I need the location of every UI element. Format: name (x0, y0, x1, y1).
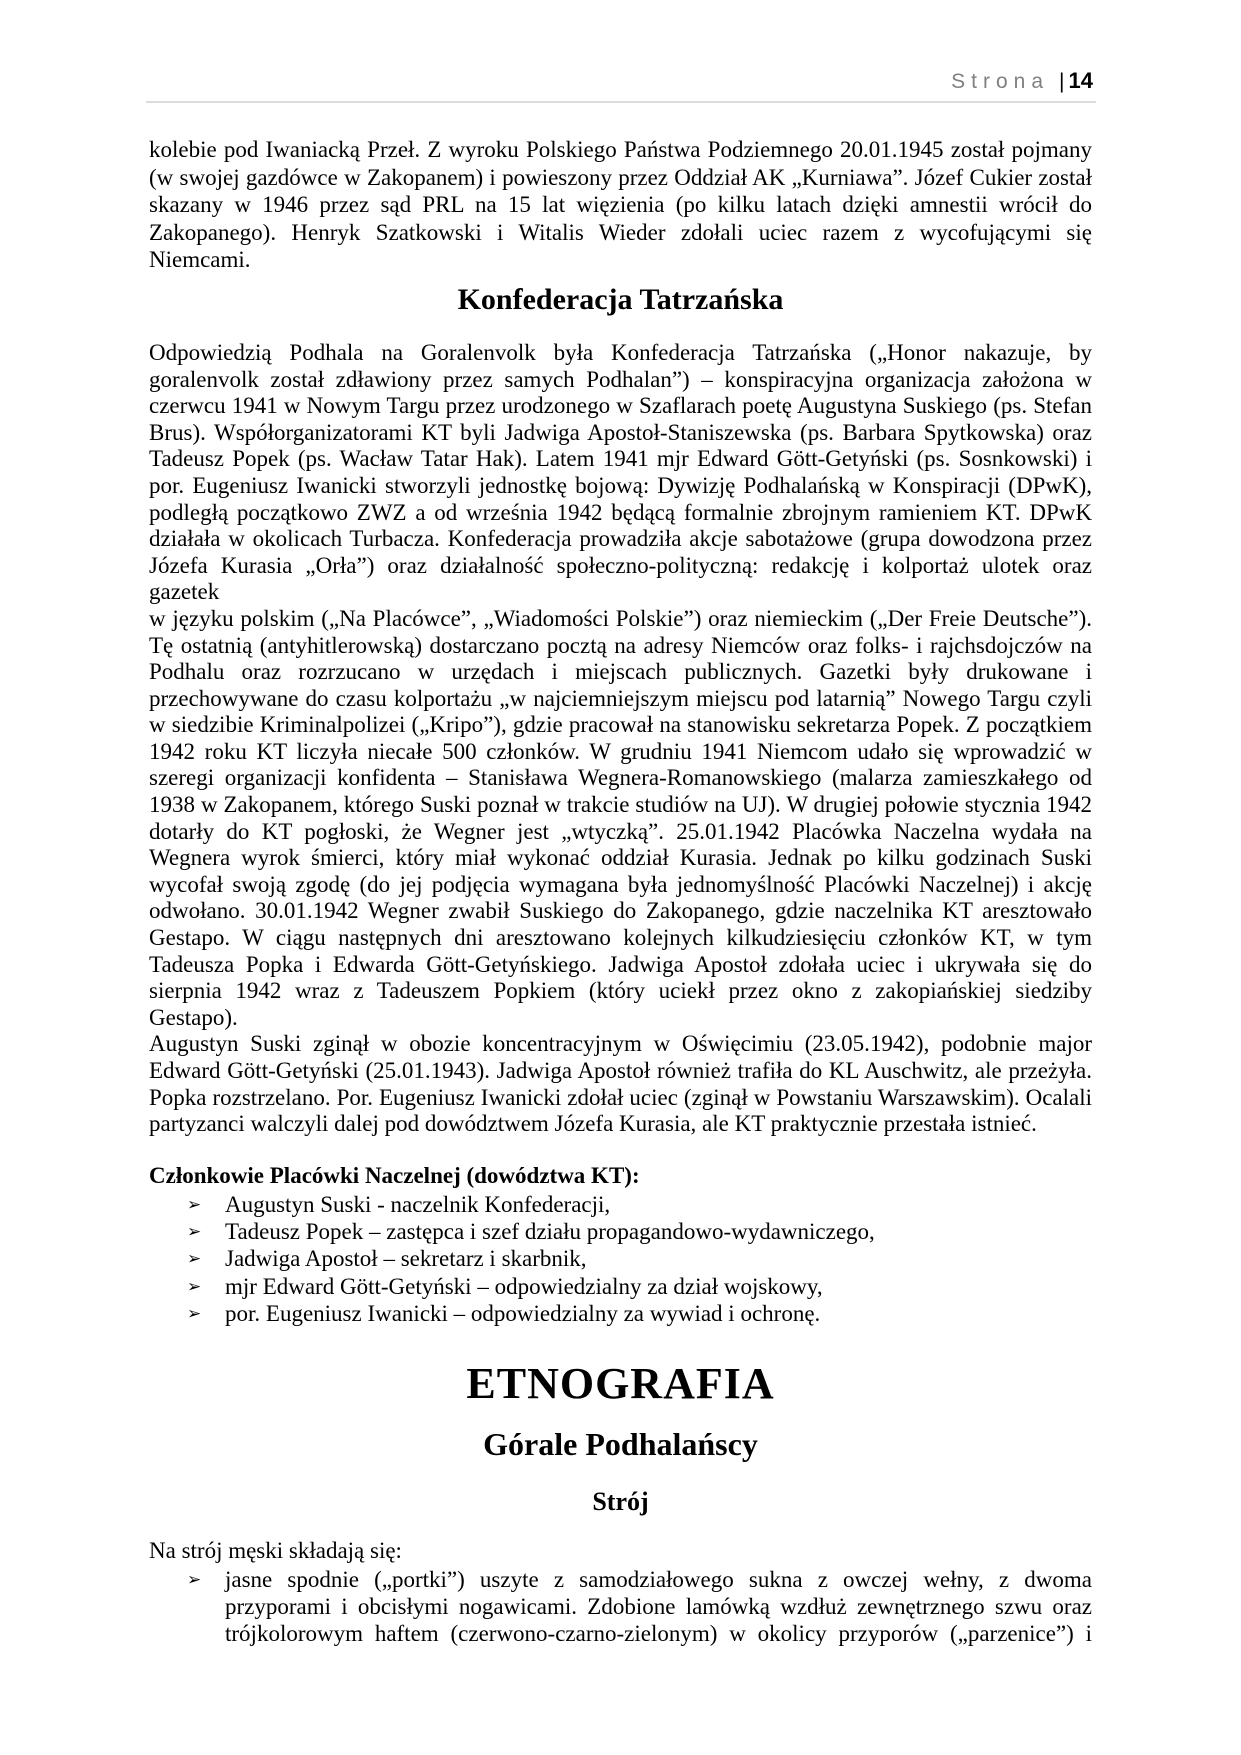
paragraph-line: działała w okolicach Turbacza. Konfederacja prowadziła akcje sabotażowe (grupa dowodzona przez (149, 526, 1092, 552)
list-item-eugeniusz-iwanicki (149, 1300, 1092, 1327)
paragraph-line: partyzanci walczyli dalej pod dowództwem Józefa Kurasia, ale KT praktycznie przestała istnieć. (149, 1111, 1037, 1137)
list-item-text: Tadeusz Popek – zastępca i szef działu propagandowo-wydawniczego, (225, 1219, 875, 1245)
paragraph-line: Popka rozstrzelano. Por. Eugeniusz Iwanicki zdołał uciec (zginął w Powstaniu Warszawskim). Ocalali (149, 1084, 1092, 1110)
paragraph-line: wycofał swoją zgodę (do jej podjęcia wymagana była jednomyślność Placówki Naczelnej) i akcję (149, 871, 1092, 897)
paragraph-line: kolebie pod Iwaniacką Przeł. Z wyroku Polskiego Państwa Podziemnego 20.01.1945 został pojmany (149, 137, 1092, 162)
paragraph-line: Gestapo. W ciągu następnych dni aresztowano kolejnych kilkudziesięciu członków KT, w tym (149, 925, 1092, 951)
list-item-line: przyporami i obcisłymi nogawicami. Zdobione lamówką wzdłuż zewnętrznego szwu oraz (225, 1594, 1092, 1620)
paragraph-line: 1938 w Zakopanem, którego Suski poznał w trakcie studiów na UJ). W drugiej połowie stycznia 1942 (149, 792, 1092, 818)
document-content (149, 0, 1092, 1647)
paragraph-line: Niemcami. (149, 247, 251, 273)
paragraph-line: Tę ostatnią (antyhitlerowską) dostarczano pocztą na adresy Niemców oraz folks- i rajchsdojczów na (149, 632, 1092, 658)
paragraph-line: w siedzibie Kriminalpolizei („Kripo”), gdzie pracował na stanowisku sekretarza Popek. Z początkiem (149, 712, 1092, 738)
paragraph-konfederacja-history (149, 340, 1092, 1138)
paragraph-line: przechowywane do czasu kolportażu „w najciemniejszym miejscu pod latarnią” Nowego Targu czyli (149, 685, 1092, 711)
paragraph-line: w języku polskim („Na Placówce”, „Wiadomości Polskie”) oraz niemieckim („Der Freie Deutsche”). (149, 605, 1092, 631)
paragraph-line: szeregi organizacji konfidenta – Stanisława Wegnera-Romanowskiego (malarza zamieszkałego od (149, 765, 1092, 791)
header-separator: | (1059, 70, 1065, 93)
paragraph-line: Edward Gött-Getyński (25.01.1943). Jadwiga Apostoł również trafiła do KL Auschwitz, ale przeżyła. (149, 1058, 1092, 1083)
stroj-intro-line: Na strój męski składają się: (149, 1538, 402, 1564)
list-item-text: Jadwiga Apostoł – sekretarz i skarbnik, (225, 1246, 587, 1272)
heading-etnografia: ETNOGRAFIA (466, 1359, 775, 1409)
arrow-bullet-icon: ➢ (187, 1276, 202, 1297)
members-list-heading: Członkowie Placówki Naczelnej (dowództwa KT): (149, 1162, 640, 1188)
list-item-text: por. Eugeniusz Iwanicki – odpowiedzialny za wywiad i ochronę. (225, 1300, 821, 1326)
paragraph-line: Brus). Współorganizatorami KT byli Jadwiga Apostoł-Staniszewska (ps. Barbara Spytkowska) oraz (149, 419, 1092, 445)
arrow-bullet-icon: ➢ (187, 1194, 202, 1215)
paragraph-line: goralenvolk został zdławiony przez samych Podhalan”) – konspiracyjna organizacja założona w (149, 366, 1092, 392)
paragraph-line: Tadeusz Popek (ps. Wacław Tatar Hak). Latem 1941 mjr Edward Gött-Getyński (ps. Sosnkowski) i (149, 446, 1092, 472)
paragraph-line: odwołano. 30.01.1942 Wegner zwabił Suskiego do Zakopanego, gdzie naczelnika KT aresztowało (149, 898, 1092, 924)
heading-stroj: Strój (592, 1487, 649, 1517)
arrow-bullet-icon: ➢ (187, 1570, 202, 1591)
header-page-label: Strona (951, 70, 1050, 93)
header-page-number: 14 (1068, 68, 1093, 93)
list-item-portki (149, 1566, 1092, 1647)
paragraph-line: 1942 roku KT liczyła niecałe 500 członków. W grudniu 1941 Niemcom udało się wprowadzić w (149, 738, 1092, 764)
list-item-text: mjr Edward Gött-Getyński – odpowiedzialny za dział wojskowy, (225, 1273, 823, 1299)
paragraph-line: podległą początkowo ZWZ a od września 1942 będącą formalnie zbrojnym ramieniem KT. DPwK (149, 499, 1092, 525)
paragraph-line: Tadeusza Popka i Edwarda Gött-Getyńskiego. Jadwiga Apostoł zdołała uciec i ukrywała się do (149, 951, 1092, 977)
members-list (149, 1191, 1092, 1327)
arrow-bullet-icon: ➢ (187, 1249, 202, 1270)
paragraph-line: Odpowiedzią Podhala na Goralenvolk była Konfederacja Tatrzańska („Honor nakazuje, by (149, 339, 1092, 365)
heading-gorale-podhalanscy: Górale Podhalańscy (483, 1426, 758, 1463)
list-item-tadeusz-popek (149, 1218, 1092, 1245)
paragraph-line: sierpnia 1942 wraz z Tadeuszem Popkiem (który uciekł przez okno z zakopiańskiej siedziby Gestapo). (149, 978, 1092, 1030)
list-item-edward-gott-getynski (149, 1273, 1092, 1300)
arrow-bullet-icon: ➢ (187, 1303, 202, 1324)
list-item-line: trójkolorowym haftem (czerwono-czarno-zielonym) w okolicy przyporów („parzenice”) i (225, 1621, 1092, 1647)
paragraph-line: czerwcu 1941 w Nowym Targu przez urodzonego w Szaflarach poetę Augustyna Suskiego (ps. Stefan (149, 393, 1092, 419)
paragraph-line: Józefa Kurasia „Orła”) oraz działalność społeczno-polityczną: redakcję i kolportaż ulotek oraz gazetek (149, 552, 1092, 605)
list-item-line: jasne spodnie („portki”) uszyte z samodziałowego sukna z owczej wełny, z dwoma (225, 1567, 1092, 1593)
paragraph-goralenvolk-aftermath (149, 136, 1092, 274)
paragraph-line: por. Eugeniusz Iwanicki stworzyli jednostkę bojową: Dywizję Podhalańską w Konspiracji (DPwK), (149, 472, 1092, 498)
list-item-jadwiga-apostol (149, 1245, 1092, 1272)
paragraph-line: (w swojej gazdówce w Zakopanem) i powieszony przez Oddział AK „Kurniawa”. Józef Cukier został (149, 164, 1092, 190)
list-item-text: Augustyn Suski - naczelnik Konfederacji, (225, 1191, 611, 1217)
paragraph-line: Augustyn Suski zginął w obozie koncentracyjnym w Oświęcimiu (23.05.1942), podobnie major (149, 1031, 1092, 1057)
heading-konfederacja-tatrzanska: Konfederacja Tatrzańska (457, 282, 784, 316)
paragraph-line: Zakopanego). Henryk Szatkowski i Witalis Wieder zdołali uciec razem z wycofującymi się (149, 219, 1092, 245)
list-item-augustyn-suski (149, 1191, 1092, 1218)
paragraph-line: dotarły do KT pogłoski, że Wegner jest „wtyczką”. 25.01.1942 Placówka Naczelna wydała na (149, 818, 1092, 844)
paragraph-line: skazany w 1946 przez sąd PRL na 15 lat więzienia (po kilku latach dzięki amnestii wrócił do (149, 192, 1092, 218)
arrow-bullet-icon: ➢ (187, 1222, 202, 1243)
paragraph-line: Wegnera wyrok śmierci, który miał wykonać oddział Kurasia. Jednak po kilku godzinach Suski (149, 845, 1092, 871)
paragraph-line: Podhalu oraz rozrzucano w urzędach i miejscach publicznych. Gazetki były drukowane i (149, 659, 1092, 685)
